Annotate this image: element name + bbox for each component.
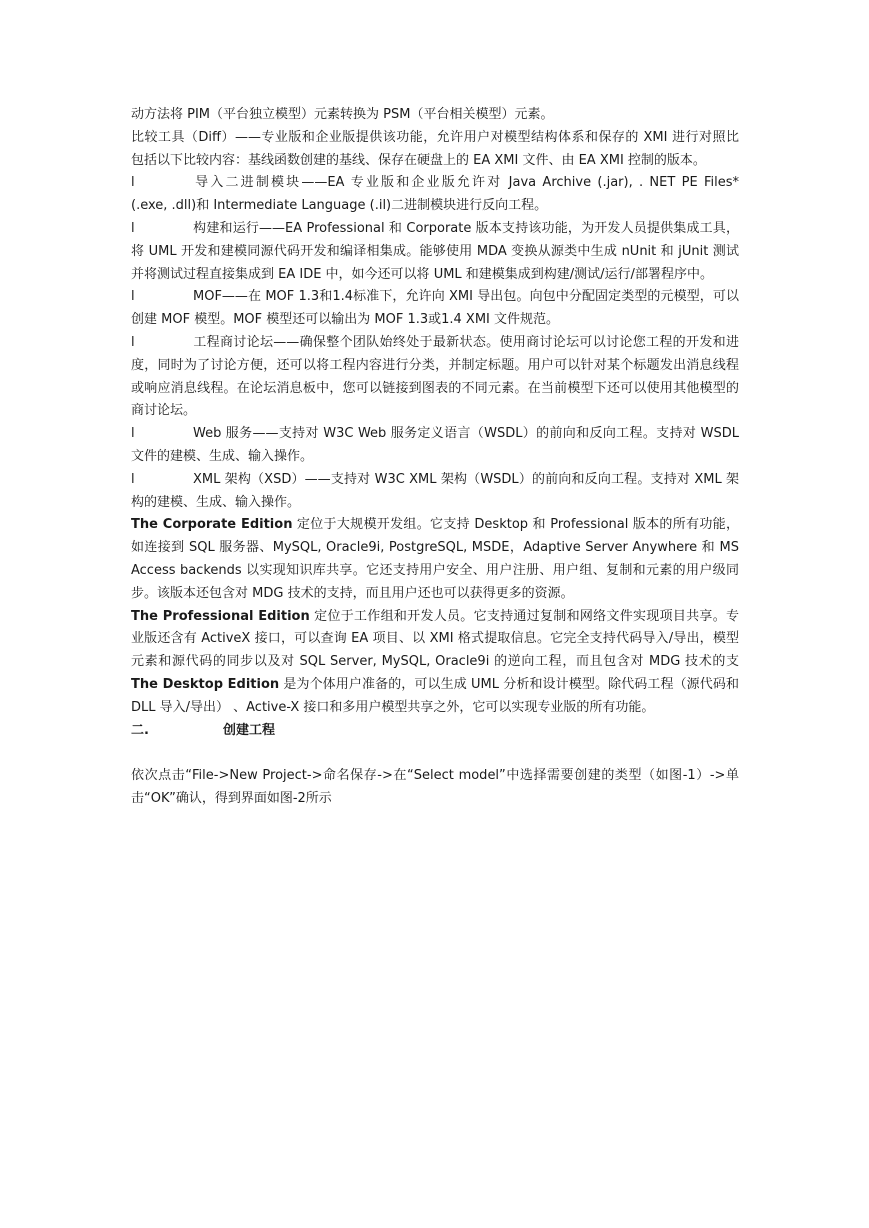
text-line xyxy=(131,309,739,332)
section-heading xyxy=(131,720,739,743)
text-line xyxy=(131,172,739,195)
text-line xyxy=(131,492,739,515)
line-text: 工程商讨论坛——确保整个团队始终处于最新状态。使用商讨论坛可以讨论您工程的开发和进 xyxy=(193,334,739,350)
bullet-marker: l xyxy=(131,426,135,442)
text-line xyxy=(131,150,739,173)
text-line xyxy=(131,514,739,537)
line-text: 步。该版本还包含对 MDG 技术的支持，而且用户还也可以获得更多的资源。 xyxy=(131,585,574,601)
line-text: 击“OK”确认，得到界面如图-2所示 xyxy=(131,790,332,806)
text-line xyxy=(131,651,739,674)
text-line xyxy=(131,537,739,560)
line-text: 或响应消息线程。在论坛消息板中，您可以链接到图表的不同元素。在当前模型下还可以使用其他模型的 xyxy=(131,380,739,396)
line-text: 度，同时为了讨论方便，还可以将工程内容进行分类，并制定标题。用户可以针对某个标题发出消息线程 xyxy=(131,357,739,373)
text-line xyxy=(131,355,739,378)
line-text: 构建和运行——EA Professional 和 Corporate 版本支持该功能，为开发人员提供集成工具， xyxy=(193,220,739,236)
line-text: 业版还含有 ActiveX 接口，可以查询 EA 项目、以 XMI 格式提取信息。它完全支持代码导入/导出，模型 xyxy=(131,631,739,647)
line-text: Web 服务——支持对 W3C Web 服务定义语言（WSDL）的前向和反向工程。支持对 WSDL xyxy=(193,426,739,442)
text-line xyxy=(131,446,739,469)
line-text: MOF——在 MOF 1.3和1.4标准下，允许向 XMI 导出包。向包中分配固定类型的元模型，可以 xyxy=(193,289,739,305)
text-line xyxy=(131,606,739,629)
bullet-marker: l xyxy=(131,220,135,236)
text-line xyxy=(131,765,739,788)
line-text: 依次点击“File->New Project->命名保存->在“Select model”中选择需要创建的类型（如图-1）->单 xyxy=(131,768,739,784)
closing-paragraph xyxy=(131,765,739,811)
edition-name: The Professional Edition xyxy=(131,608,310,624)
line-text: 将 UML 开发和建模同源代码开发和编译相集成。能够使用 MDA 变换从源类中生成 nUnit 和 jUnit 测试 xyxy=(131,243,739,259)
text-line xyxy=(131,195,739,218)
line-text: 包括以下比较内容：基线函数创建的基线、保存在硬盘上的 EA XMI 文件、由 EA XMI 控制的版本。 xyxy=(131,152,706,168)
line-text: DLL 导入/导出） 、Active-X 接口和多用户模型共享之外，它可以实现专业版的所有功能。 xyxy=(131,699,655,715)
text-line xyxy=(131,264,739,287)
line-text: XML 架构（XSD）——支持对 W3C XML 架构（WSDL）的前向和反向工程。支持对 XML 架 xyxy=(193,471,739,487)
bullet-marker: l xyxy=(131,334,135,350)
section-number: 二. xyxy=(131,722,149,738)
line-text: 商讨论坛。 xyxy=(131,403,197,419)
blank-line xyxy=(131,742,739,765)
line-text: 导入二进制模块——EA 专业版和企业版允许对 Java Archive (.jar), . NET PE Files* xyxy=(193,175,739,191)
line-text: 如连接到 SQL 服务器、MySQL, Oracle9i, PostgreSQL, MSDE，Adaptive Server Anywhere 和 MS xyxy=(131,540,739,556)
line-text: 是为个体用户准备的，可以生成 UML 分析和设计模型。除代码工程（源代码和 xyxy=(279,676,739,692)
text-line xyxy=(131,218,739,241)
line-text: 元素和源代码的同步以及对 SQL Server, MySQL, Oracle9i 的逆向工程，而且包含对 MDG 技术的支 xyxy=(131,654,739,670)
line-text: 动方法将 PIM（平台独立模型）元素转换为 PSM（平台相关模型）元素。 xyxy=(131,107,554,122)
text-line xyxy=(131,674,739,697)
line-text: 并将测试过程直接集成到 EA IDE 中，如今还可以将 UML 和建模集成到构建/测试/运行/部署程序中。 xyxy=(131,266,713,282)
text-line xyxy=(131,697,739,720)
text-line xyxy=(131,400,739,423)
text-line xyxy=(131,583,739,606)
text-line xyxy=(131,423,739,446)
edition-name: The Corporate Edition xyxy=(131,517,293,533)
text-line xyxy=(131,628,739,651)
text-line xyxy=(131,127,739,150)
line-text: 构的建模、生成、输入操作。 xyxy=(131,494,301,510)
text-line xyxy=(131,469,739,492)
bullet-marker: l xyxy=(131,175,135,191)
text-line xyxy=(131,104,739,127)
line-text: 定位于工作组和开发人员。它支持通过复制和网络文件实现项目共享。专 xyxy=(309,608,739,624)
line-text: (.exe, .dll)和 Intermediate Language (.il)二进制模块进行反向工程。 xyxy=(131,198,548,214)
bullet-marker: l xyxy=(131,289,135,305)
section-title: 创建工程 xyxy=(223,722,276,738)
line-text: Access backends 以实现知识库共享。它还支持用户安全、用户注册、用户组、复制和元素的用户级同 xyxy=(131,562,739,578)
body-text xyxy=(131,104,739,720)
line-text: 比较工具（Diff）——专业版和企业版提供该功能，允许用户对模型结构体系和保存的 XMI 进行对照比 xyxy=(131,129,739,145)
text-line xyxy=(131,378,739,401)
text-line xyxy=(131,241,739,264)
line-text: 定位于大规模开发组。它支持 Desktop 和 Professional 版本的所有功能， xyxy=(292,517,739,533)
line-text: 创建 MOF 模型。MOF 模型还可以输出为 MOF 1.3或1.4 XMI 文件规范。 xyxy=(131,312,560,328)
text-line xyxy=(131,788,739,811)
document-page xyxy=(131,104,739,811)
text-line xyxy=(131,286,739,309)
text-line xyxy=(131,332,739,355)
text-line xyxy=(131,560,739,583)
edition-name: The Desktop Edition xyxy=(131,676,280,692)
line-text: 文件的建模、生成、输入操作。 xyxy=(131,448,314,464)
bullet-marker: l xyxy=(131,471,135,487)
